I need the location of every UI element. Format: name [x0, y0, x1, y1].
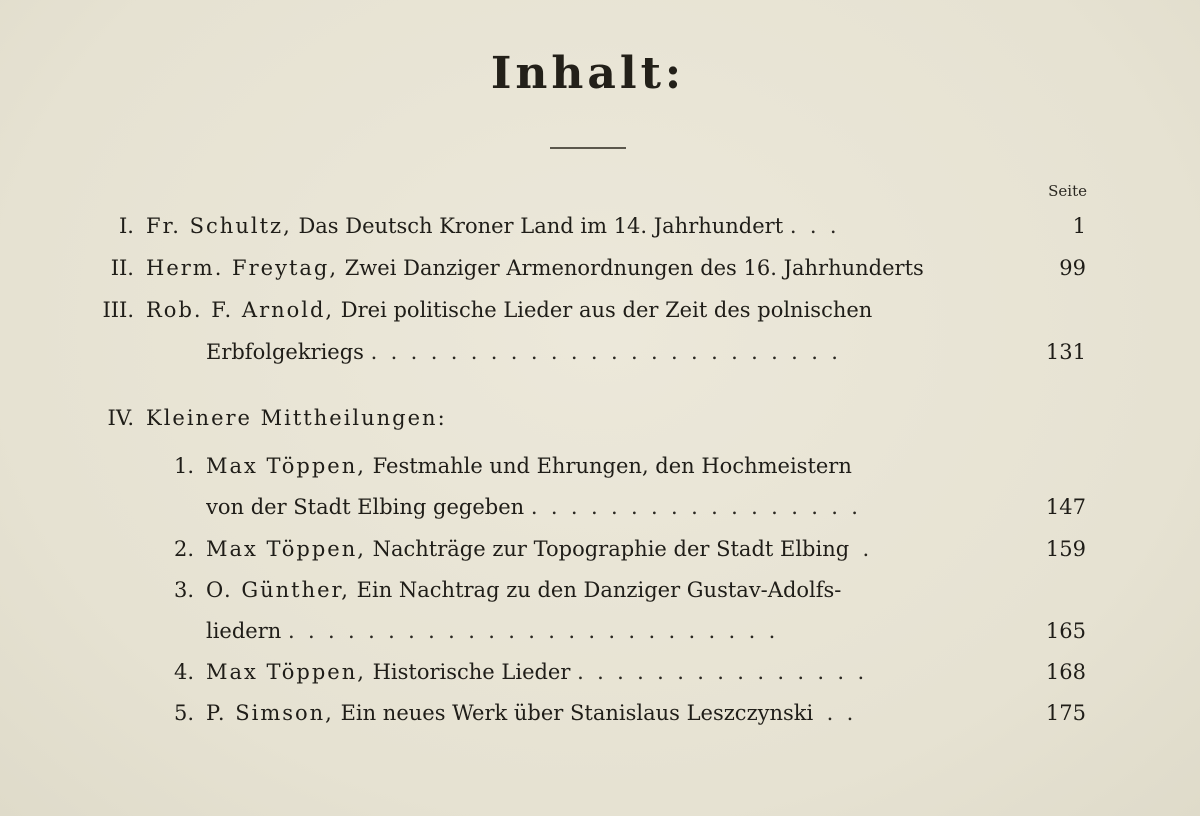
title-rule [550, 147, 626, 149]
toc-section-heading [0, 401, 1200, 435]
entry-title: Ein neues Werk über Stanislaus Leszczynski [340, 701, 814, 725]
toc-sub-entry [0, 573, 1200, 607]
dot-leader: . [849, 537, 870, 561]
dot-leader: . . . . . . . . . . . . . . . . . [524, 495, 858, 519]
entry-title: Das Deutsch Kroner Land im 14. Jahrhundert [298, 214, 784, 238]
entry-title: Nachträge zur Topographie der Stadt Elbing [372, 537, 850, 561]
entry-number: III. [102, 298, 134, 322]
entry-page: 165 [1045, 619, 1086, 643]
entry-title: Historische Lieder [372, 660, 571, 684]
sub-entry-number: 5. [173, 701, 194, 725]
entry-page: 175 [1045, 701, 1086, 725]
entry-text [206, 696, 1020, 730]
entry-page: 99 [1059, 256, 1086, 280]
entry-text [146, 293, 1020, 327]
page-title: Inhalt: [490, 48, 686, 99]
entry-title: Drei politische Lieder aus der Zeit des polnischen [340, 298, 873, 322]
dot-leader: . . . [783, 214, 837, 238]
toc-sub-entry [0, 655, 1200, 689]
toc-sub-entry-continuation [0, 490, 1200, 524]
entry-title: Zwei Danziger Armenordnungen des 16. Jahrhunderts [344, 256, 924, 280]
entry-author: Max Töppen, [206, 454, 366, 478]
entry-page: 147 [1045, 495, 1086, 519]
entry-author: Herm. Freytag, [146, 256, 339, 280]
toc-sub-entry [0, 696, 1200, 730]
entry-page: 131 [1045, 340, 1086, 364]
entry-number: II. [110, 256, 134, 280]
toc-entry-continuation [0, 335, 1200, 369]
entry-page: 1 [1072, 214, 1086, 238]
toc-entry [0, 209, 1200, 243]
toc-entry [0, 251, 1200, 285]
toc-entry [0, 293, 1200, 327]
entry-text [206, 335, 1020, 369]
entry-text [206, 490, 1020, 524]
dot-leader: . . . . . . . . . . . . . . . . . . . . . . . . [363, 340, 838, 364]
entry-text [206, 573, 1020, 607]
toc-sub-entry [0, 449, 1200, 483]
entry-title: Festmahle und Ehrungen, den Hochmeistern [372, 454, 852, 478]
toc-sub-entry [0, 532, 1200, 566]
entry-page: 168 [1045, 660, 1086, 684]
entry-text [146, 251, 1020, 285]
entry-text [206, 655, 1020, 689]
sub-entry-number: 3. [173, 578, 194, 602]
sub-entry-number: 4. [173, 660, 194, 684]
entry-author: Rob. F. Arnold, [146, 298, 335, 322]
entry-page: 159 [1045, 537, 1086, 561]
section-title: Kleinere Mittheilungen: [146, 406, 447, 430]
dot-leader: . . . . . . . . . . . . . . . [570, 660, 865, 684]
entry-title-continued: von der Stadt Elbing gegeben [206, 495, 525, 519]
page-column-header: Seite [1048, 182, 1087, 200]
entry-title-continued: Erbfolgekriegs [206, 340, 364, 364]
entry-author: Max Töppen, [206, 660, 366, 684]
entry-author: Fr. Schultz, [146, 214, 292, 238]
entry-author: Max Töppen, [206, 537, 366, 561]
dot-leader: . . [813, 701, 854, 725]
entry-text [206, 449, 1020, 483]
entry-text [146, 209, 1020, 243]
entry-number: IV. [107, 406, 134, 430]
entry-text [206, 614, 1020, 648]
entry-author: O. Günther, [206, 578, 350, 602]
entry-title: Ein Nachtrag zu den Danziger Gustav-Adolfs- [356, 578, 842, 602]
entry-number: I. [119, 214, 134, 238]
entry-text [206, 532, 1020, 566]
dot-leader: . . . . . . . . . . . . . . . . . . . . . . . . . [281, 619, 776, 643]
entry-author: P. Simson, [206, 701, 334, 725]
entry-title-continued: liedern [206, 619, 282, 643]
sub-entry-number: 2. [173, 537, 194, 561]
toc-sub-entry-continuation [0, 614, 1200, 648]
sub-entry-number: 1. [173, 454, 194, 478]
